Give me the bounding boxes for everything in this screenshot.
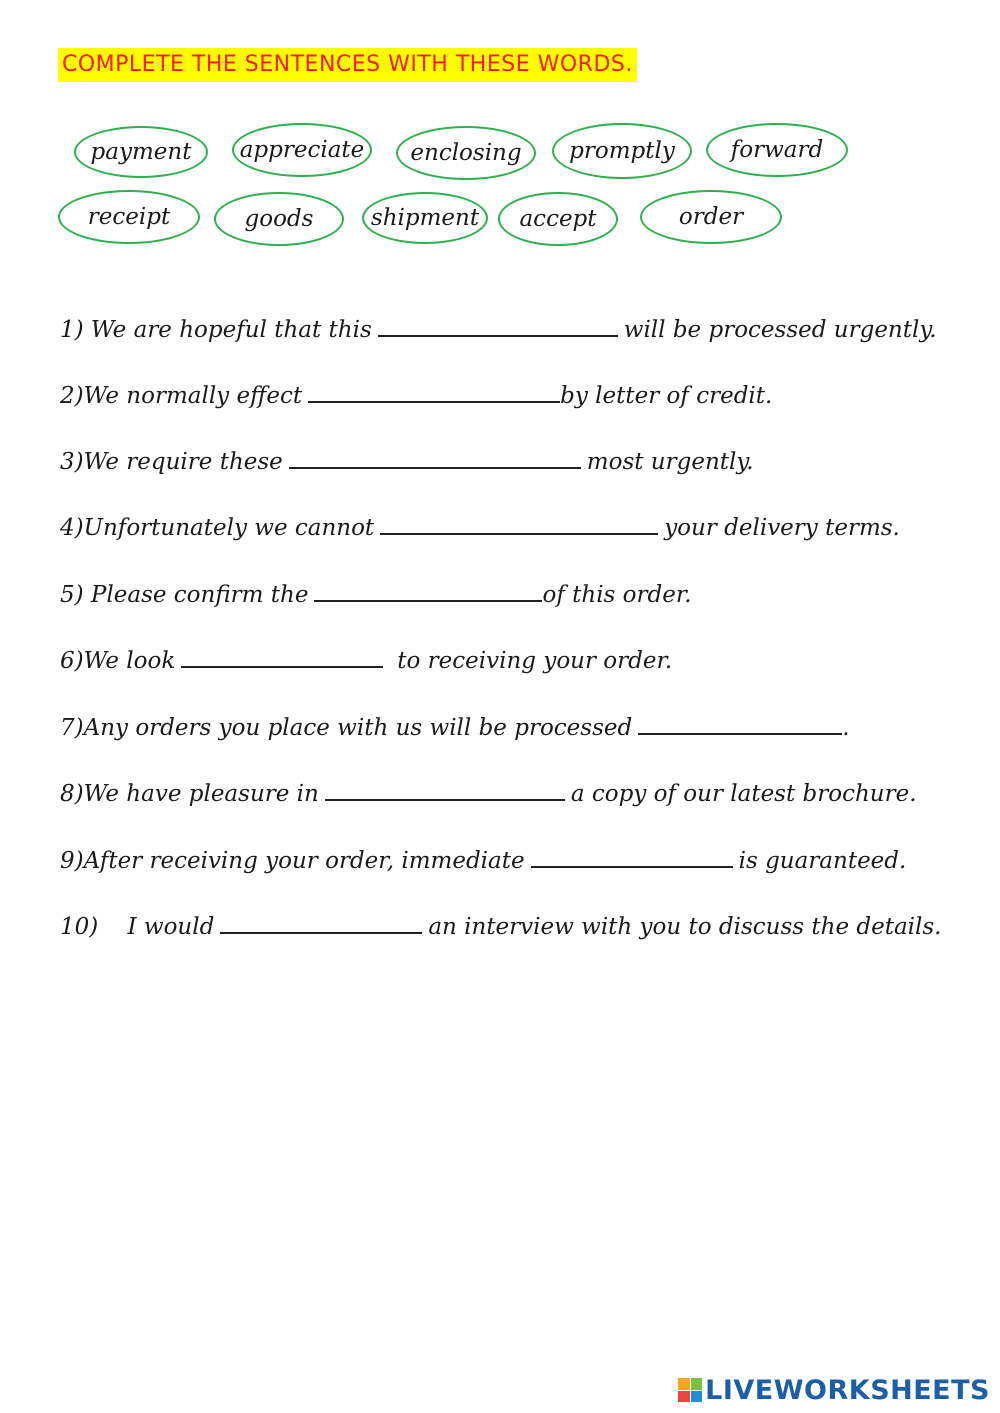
sentence-1	[60, 310, 937, 350]
sentence-text-after: by letter of credit.	[560, 383, 773, 409]
logo-square	[691, 1391, 703, 1403]
sentence-text-before: 3)We require these	[60, 449, 283, 475]
word-bank-item: accept	[498, 192, 618, 246]
sentence-10	[60, 907, 942, 947]
liveworksheets-logo	[678, 1373, 990, 1407]
word-bank-item: payment	[74, 126, 208, 178]
word-bank-item: enclosing	[396, 126, 536, 180]
word-bank-item: goods	[214, 192, 344, 246]
sentence-9	[60, 841, 906, 881]
sentence-4	[60, 508, 900, 548]
sentence-text-before: 5) Please confirm the	[60, 582, 309, 608]
sentence-text-before: 2)We normally effect	[60, 383, 303, 409]
sentence-text-after: an interview with you to discuss the details.	[428, 914, 942, 940]
word-bank-item: promptly	[552, 123, 692, 179]
logo-squares-icon	[678, 1378, 702, 1402]
answer-blank[interactable]	[308, 379, 560, 403]
answer-blank[interactable]	[325, 777, 565, 801]
answer-blank[interactable]	[314, 578, 542, 602]
answer-blank[interactable]	[220, 910, 422, 934]
word-bank-item: forward	[706, 123, 848, 177]
instructions-title: COMPLETE THE SENTENCES WITH THESE WORDS.	[58, 48, 637, 82]
sentence-text-after: of this order.	[542, 582, 692, 608]
answer-blank[interactable]	[531, 844, 733, 868]
answer-blank[interactable]	[638, 711, 842, 735]
sentence-2	[60, 376, 772, 416]
logo-text: LIVEWORKSHEETS	[705, 1374, 990, 1406]
logo-square	[678, 1378, 690, 1390]
sentence-3	[60, 442, 754, 482]
sentence-text-before: 8)We have pleasure in	[60, 781, 319, 807]
sentence-6	[60, 641, 672, 681]
word-bank-item: receipt	[58, 190, 200, 244]
sentence-5	[60, 575, 692, 615]
word-bank-item: appreciate	[232, 123, 372, 177]
sentence-text-before: 10) I would	[60, 914, 215, 940]
sentence-text-after: a copy of our latest brochure.	[570, 781, 917, 807]
sentence-8	[60, 774, 917, 814]
sentence-text-after: to receiving your order.	[397, 648, 673, 674]
sentence-text-before: 9)After receiving your order, immediate	[60, 848, 525, 874]
sentence-7	[60, 708, 850, 748]
sentence-text-after: your delivery terms.	[664, 515, 900, 541]
answer-blank[interactable]	[289, 445, 581, 469]
logo-square	[678, 1391, 690, 1403]
sentence-text-after: most urgently.	[586, 449, 754, 475]
sentence-text-before: 1) We are hopeful that this	[60, 317, 372, 343]
sentence-text-after: will be processed urgently.	[623, 317, 937, 343]
logo-square	[691, 1378, 703, 1390]
sentence-text-after: is guaranteed.	[738, 848, 907, 874]
answer-blank[interactable]	[380, 511, 658, 535]
sentence-text-after: .	[842, 715, 850, 741]
word-bank-item: order	[640, 190, 782, 244]
sentence-text-before: 7)Any orders you place with us will be processed	[60, 715, 633, 741]
word-bank-item: shipment	[362, 192, 488, 244]
sentence-text-before: 4)Unfortunately we cannot	[60, 515, 375, 541]
answer-blank[interactable]	[181, 644, 383, 668]
answer-blank[interactable]	[378, 313, 618, 337]
sentence-text-before: 6)We look	[60, 648, 176, 674]
